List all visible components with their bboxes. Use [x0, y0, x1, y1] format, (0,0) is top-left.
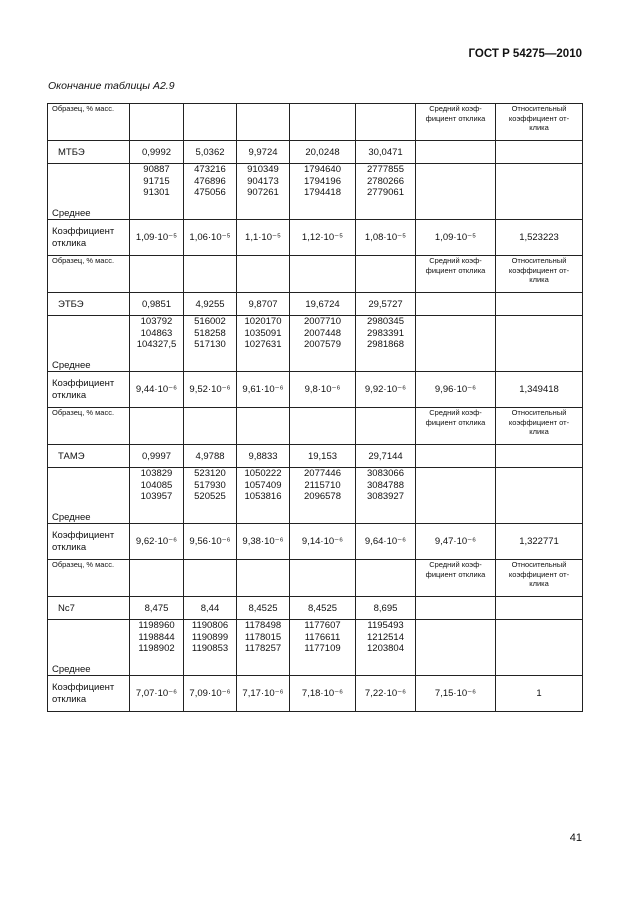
average-label: Среднее — [48, 164, 130, 220]
concentration-cell: 8,475 — [130, 597, 184, 620]
empty-cell — [130, 408, 184, 445]
peak-area-value: 517130 — [194, 339, 226, 350]
document-header: ГОСТ Р 54275—2010 — [468, 48, 582, 60]
empty-cell — [416, 620, 496, 676]
peak-area-value: 2980345 — [367, 316, 404, 327]
concentration-cell: 29,7144 — [356, 445, 416, 468]
peak-area-value: 1794196 — [304, 175, 341, 187]
avg-coef-header — [416, 560, 496, 597]
empty-cell — [356, 408, 416, 445]
concentration-cell: 0,9992 — [130, 141, 184, 164]
peak-area-value: 91715 — [143, 175, 170, 187]
header-line: Средний коэф- — [429, 256, 482, 265]
peak-area-value: 3084788 — [367, 479, 404, 491]
peak-area-value: 910349 — [247, 164, 279, 175]
coef-row — [48, 220, 583, 256]
concentration-cell: 8,695 — [356, 597, 416, 620]
empty-cell — [496, 597, 583, 620]
peak-area-value: 1198960 — [138, 620, 175, 631]
response-coefficient-cell: 9,92·10⁻⁶ — [356, 372, 416, 408]
empty-cell — [130, 104, 184, 141]
peak-area-value: 1057409 — [244, 479, 282, 491]
empty-cell — [416, 597, 496, 620]
header-line: Средний коэф- — [429, 408, 482, 417]
coefficient-label — [48, 524, 130, 560]
coef-row — [48, 524, 583, 560]
response-coefficient-cell: 9,64·10⁻⁶ — [356, 524, 416, 560]
coefficient-label-line: отклика — [52, 389, 87, 401]
concentration-cell: 8,4525 — [237, 597, 290, 620]
empty-cell — [416, 141, 496, 164]
rel-coef-header — [496, 256, 583, 293]
sample-label: Образец, % масс. — [48, 104, 130, 141]
empty-cell — [290, 560, 356, 597]
peak-area-cell — [237, 316, 290, 372]
coef-row — [48, 676, 583, 712]
avg-coef-header — [416, 256, 496, 293]
empty-cell — [356, 104, 416, 141]
peak-area-value: 90887 — [143, 164, 170, 175]
concentration-cell: 9,8833 — [237, 445, 290, 468]
concentration-cell: 8,4525 — [290, 597, 356, 620]
peak-area-value: 1035091 — [244, 327, 282, 339]
peak-area-value: 520525 — [194, 491, 226, 502]
rel-coef-header — [496, 560, 583, 597]
empty-cell — [496, 468, 583, 524]
page-number: 41 — [569, 832, 582, 844]
header-line: клика — [529, 123, 549, 132]
peak-area-value: 1195493 — [367, 620, 404, 631]
header-line: коэффициент от- — [508, 417, 570, 427]
header-line: клика — [529, 427, 549, 436]
sample-label: Образец, % масс. — [48, 256, 130, 293]
header-line: Относительный — [511, 256, 567, 265]
empty-cell — [496, 293, 583, 316]
header-line: Средний коэф- — [429, 104, 482, 113]
peak-area-cell — [356, 468, 416, 524]
peak-area-value: 475056 — [194, 187, 226, 198]
peak-area-value: 1212514 — [367, 631, 404, 643]
average-label: Среднее — [48, 468, 130, 524]
concentration-cell: 30,0471 — [356, 141, 416, 164]
peak-area-value: 2115710 — [304, 479, 341, 491]
response-coefficient-cell: 1,06·10⁻⁵ — [184, 220, 237, 256]
data-row — [48, 164, 583, 220]
empty-cell — [496, 445, 583, 468]
rel-coef-header — [496, 408, 583, 445]
hdr-row — [48, 104, 583, 141]
rel-coef-header — [496, 104, 583, 141]
peak-area-value: 1020170 — [244, 316, 282, 327]
average-coefficient-cell: 1,09·10⁻⁵ — [416, 220, 496, 256]
data-row — [48, 468, 583, 524]
response-coefficient-cell: 9,56·10⁻⁶ — [184, 524, 237, 560]
peak-area-value: 103829 — [140, 468, 173, 479]
peak-area-value: 2007448 — [304, 327, 341, 339]
header-line: фициент отклика — [425, 265, 486, 275]
peak-area-cell — [130, 620, 184, 676]
concentration-cell: 20,0248 — [290, 141, 356, 164]
empty-cell — [496, 316, 583, 372]
peak-area-value: 476896 — [194, 175, 226, 187]
peak-area-value: 2780266 — [367, 175, 404, 187]
avg-coef-header — [416, 104, 496, 141]
peak-area-value: 1177607 — [304, 620, 341, 631]
concentration-cell: 5,0362 — [184, 141, 237, 164]
concentration-cell: 9,8707 — [237, 293, 290, 316]
empty-cell — [290, 104, 356, 141]
name-row — [48, 445, 583, 468]
header-line: фициент отклика — [425, 113, 486, 123]
peak-area-value: 1190806 — [191, 620, 229, 631]
header-line: Средний коэф- — [429, 560, 482, 569]
empty-cell — [496, 620, 583, 676]
peak-area-value: 2981868 — [367, 339, 404, 350]
response-coefficient-cell: 1,09·10⁻⁵ — [130, 220, 184, 256]
concentration-cell: 4,9255 — [184, 293, 237, 316]
concentration-cell: 29,5727 — [356, 293, 416, 316]
peak-area-value: 904173 — [247, 175, 279, 187]
average-label: Среднее — [48, 620, 130, 676]
compound-name: Nc7 — [48, 597, 130, 620]
response-coefficient-cell: 9,44·10⁻⁶ — [130, 372, 184, 408]
compound-name: ТАМЭ — [48, 445, 130, 468]
peak-area-cell — [290, 164, 356, 220]
coefficient-label-line: Коэффициент — [52, 377, 115, 389]
peak-area-value: 1198844 — [138, 631, 175, 643]
response-coefficient-cell: 1,12·10⁻⁵ — [290, 220, 356, 256]
peak-area-value: 2007579 — [304, 339, 341, 350]
average-coefficient-cell: 9,96·10⁻⁶ — [416, 372, 496, 408]
hdr-row — [48, 408, 583, 445]
concentration-cell: 9,9724 — [237, 141, 290, 164]
peak-area-value: 2096578 — [304, 491, 341, 502]
response-coefficient-table — [47, 103, 583, 712]
relative-coefficient-cell: 1,349418 — [496, 372, 583, 408]
concentration-cell: 0,9851 — [130, 293, 184, 316]
header-line: Относительный — [511, 104, 567, 113]
coefficient-label — [48, 676, 130, 712]
concentration-cell: 4,9788 — [184, 445, 237, 468]
peak-area-value: 473216 — [194, 164, 226, 175]
empty-cell — [184, 560, 237, 597]
peak-area-cell — [356, 620, 416, 676]
peak-area-cell — [356, 164, 416, 220]
peak-area-cell — [184, 316, 237, 372]
sample-label: Образец, % масс. — [48, 560, 130, 597]
response-coefficient-cell: 9,61·10⁻⁶ — [237, 372, 290, 408]
peak-area-value: 516002 — [194, 316, 226, 327]
empty-cell — [130, 256, 184, 293]
empty-cell — [237, 560, 290, 597]
response-coefficient-cell: 7,17·10⁻⁶ — [237, 676, 290, 712]
peak-area-value: 2007710 — [304, 316, 341, 327]
compound-name: ЭТБЭ — [48, 293, 130, 316]
peak-area-value: 1198902 — [138, 643, 175, 654]
sample-label: Образец, % масс. — [48, 408, 130, 445]
peak-area-cell — [184, 468, 237, 524]
peak-area-cell — [290, 316, 356, 372]
coefficient-label — [48, 372, 130, 408]
peak-area-value: 2777855 — [367, 164, 404, 175]
name-row — [48, 293, 583, 316]
response-coefficient-cell: 9,62·10⁻⁶ — [130, 524, 184, 560]
response-coefficient-cell: 7,18·10⁻⁶ — [290, 676, 356, 712]
peak-area-cell — [130, 164, 184, 220]
coefficient-label-line: отклика — [52, 693, 87, 705]
peak-area-value: 1027631 — [244, 339, 282, 350]
average-label: Среднее — [48, 316, 130, 372]
response-coefficient-cell: 1,1·10⁻⁵ — [237, 220, 290, 256]
concentration-cell: 0,9997 — [130, 445, 184, 468]
concentration-cell: 19,153 — [290, 445, 356, 468]
concentration-cell: 8,44 — [184, 597, 237, 620]
response-coefficient-cell: 9,8·10⁻⁶ — [290, 372, 356, 408]
peak-area-value: 1794640 — [304, 164, 341, 175]
coef-row — [48, 372, 583, 408]
empty-cell — [416, 293, 496, 316]
peak-area-cell — [237, 164, 290, 220]
peak-area-value: 1053816 — [244, 491, 282, 502]
peak-area-value: 2983391 — [367, 327, 404, 339]
header-line: Относительный — [511, 560, 567, 569]
peak-area-cell — [184, 164, 237, 220]
peak-area-cell — [237, 620, 290, 676]
header-line: клика — [529, 275, 549, 284]
peak-area-value: 523120 — [194, 468, 226, 479]
empty-cell — [184, 104, 237, 141]
header-line: коэффициент от- — [508, 569, 570, 579]
header-line: Относительный — [511, 408, 567, 417]
response-coefficient-cell: 7,09·10⁻⁶ — [184, 676, 237, 712]
peak-area-value: 91301 — [143, 187, 170, 198]
peak-area-value: 2077446 — [304, 468, 341, 479]
peak-area-value: 103957 — [140, 491, 173, 502]
peak-area-value: 104327,5 — [136, 339, 177, 350]
response-coefficient-cell: 7,07·10⁻⁶ — [130, 676, 184, 712]
peak-area-value: 104085 — [140, 479, 173, 491]
peak-area-value: 3083066 — [367, 468, 404, 479]
response-coefficient-cell: 9,14·10⁻⁶ — [290, 524, 356, 560]
empty-cell — [416, 316, 496, 372]
header-line: коэффициент от- — [508, 113, 570, 123]
coefficient-label-line: отклика — [52, 237, 87, 249]
average-coefficient-cell: 9,47·10⁻⁶ — [416, 524, 496, 560]
empty-cell — [290, 408, 356, 445]
empty-cell — [356, 256, 416, 293]
peak-area-value: 3083927 — [367, 491, 404, 502]
coefficient-label-line: Коэффициент — [52, 529, 115, 541]
peak-area-value: 1794418 — [304, 187, 341, 198]
header-line: фициент отклика — [425, 569, 486, 579]
table-caption: Окончание таблицы А2.9 — [48, 80, 175, 92]
peak-area-cell — [184, 620, 237, 676]
empty-cell — [290, 256, 356, 293]
empty-cell — [356, 560, 416, 597]
empty-cell — [184, 256, 237, 293]
compound-name: МТБЭ — [48, 141, 130, 164]
empty-cell — [237, 256, 290, 293]
avg-coef-header — [416, 408, 496, 445]
empty-cell — [184, 408, 237, 445]
peak-area-cell — [237, 468, 290, 524]
concentration-cell: 19,6724 — [290, 293, 356, 316]
peak-area-value: 1050222 — [244, 468, 282, 479]
coefficient-label-line: Коэффициент — [52, 225, 115, 237]
data-row — [48, 316, 583, 372]
peak-area-value: 1178015 — [244, 631, 282, 643]
peak-area-value: 1203804 — [367, 643, 404, 654]
hdr-row — [48, 560, 583, 597]
peak-area-cell — [290, 620, 356, 676]
peak-area-value: 1190853 — [191, 643, 229, 654]
empty-cell — [496, 141, 583, 164]
empty-cell — [416, 164, 496, 220]
response-coefficient-cell: 9,52·10⁻⁶ — [184, 372, 237, 408]
response-coefficient-cell: 7,22·10⁻⁶ — [356, 676, 416, 712]
empty-cell — [416, 445, 496, 468]
peak-area-cell — [130, 316, 184, 372]
peak-area-value: 1178498 — [244, 620, 282, 631]
relative-coefficient-cell: 1 — [496, 676, 583, 712]
peak-area-value: 1177109 — [304, 643, 341, 654]
empty-cell — [496, 164, 583, 220]
peak-area-value: 103792 — [140, 316, 173, 327]
peak-area-cell — [356, 316, 416, 372]
relative-coefficient-cell: 1,523223 — [496, 220, 583, 256]
relative-coefficient-cell: 1,322771 — [496, 524, 583, 560]
empty-cell — [237, 408, 290, 445]
coefficient-label-line: Коэффициент — [52, 681, 115, 693]
average-coefficient-cell: 7,15·10⁻⁶ — [416, 676, 496, 712]
response-coefficient-cell: 9,38·10⁻⁶ — [237, 524, 290, 560]
hdr-row — [48, 256, 583, 293]
empty-cell — [237, 104, 290, 141]
peak-area-cell — [290, 468, 356, 524]
peak-area-value: 2779061 — [367, 187, 404, 198]
peak-area-value: 518258 — [194, 327, 226, 339]
header-line: коэффициент от- — [508, 265, 570, 275]
coefficient-label — [48, 220, 130, 256]
peak-area-value: 1178257 — [244, 643, 282, 654]
empty-cell — [416, 468, 496, 524]
peak-area-value: 1176611 — [304, 631, 341, 643]
peak-area-value: 104863 — [140, 327, 173, 339]
name-row — [48, 141, 583, 164]
header-line: клика — [529, 579, 549, 588]
header-line: фициент отклика — [425, 417, 486, 427]
peak-area-value: 907261 — [247, 187, 279, 198]
empty-cell — [130, 560, 184, 597]
peak-area-cell — [130, 468, 184, 524]
data-row — [48, 620, 583, 676]
peak-area-value: 517930 — [194, 479, 226, 491]
coefficient-label-line: отклика — [52, 541, 87, 553]
peak-area-value: 1190899 — [191, 631, 229, 643]
name-row — [48, 597, 583, 620]
response-coefficient-cell: 1,08·10⁻⁵ — [356, 220, 416, 256]
